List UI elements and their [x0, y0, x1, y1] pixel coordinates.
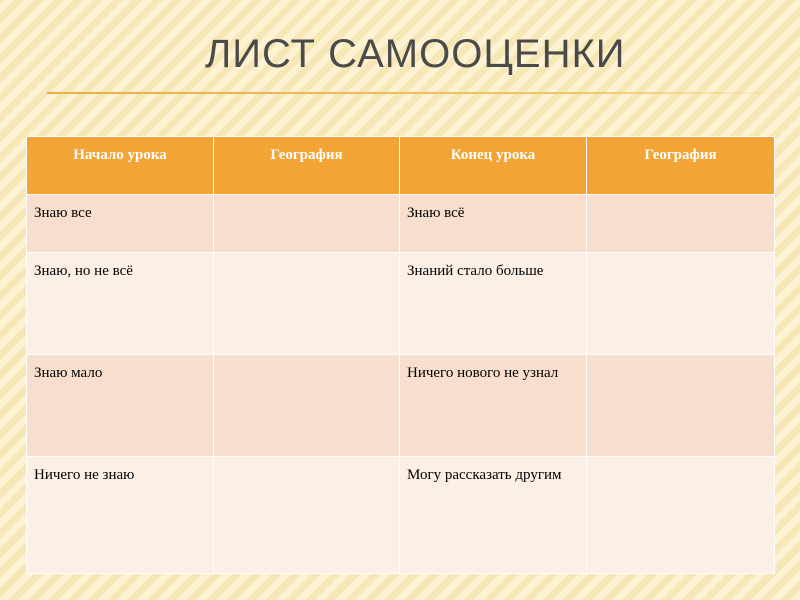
end-level-cell: Могу рассказать другим	[400, 457, 587, 574]
start-level-cell: Знаю, но не всё	[27, 253, 214, 355]
table-header-row	[27, 137, 775, 195]
header-lesson-start: Начало урока	[27, 137, 214, 195]
start-mark-cell[interactable]	[214, 195, 400, 253]
page-title: ЛИСТ САМООЦЕНКИ	[205, 32, 626, 76]
table-row	[27, 253, 775, 355]
end-level-cell: Знаю всё	[400, 195, 587, 253]
header-lesson-end: Конец урока	[400, 137, 587, 195]
end-mark-cell[interactable]	[587, 355, 775, 457]
start-mark-cell[interactable]	[214, 457, 400, 574]
end-level-cell: Ничего нового не узнал	[400, 355, 587, 457]
title-divider	[47, 92, 800, 94]
start-level-cell: Знаю все	[27, 195, 214, 253]
end-mark-cell[interactable]	[587, 457, 775, 574]
end-mark-cell[interactable]	[587, 253, 775, 355]
table-row	[27, 355, 775, 457]
header-subject-end: География	[587, 137, 775, 195]
start-mark-cell[interactable]	[214, 355, 400, 457]
table-row	[27, 457, 775, 574]
end-level-cell: Знаний стало больше	[400, 253, 587, 355]
header-subject-start: География	[214, 137, 400, 195]
start-mark-cell[interactable]	[214, 253, 400, 355]
start-level-cell: Знаю мало	[27, 355, 214, 457]
start-level-cell: Ничего не знаю	[27, 457, 214, 574]
table-row	[27, 195, 775, 253]
self-assessment-table	[26, 136, 775, 574]
end-mark-cell[interactable]	[587, 195, 775, 253]
